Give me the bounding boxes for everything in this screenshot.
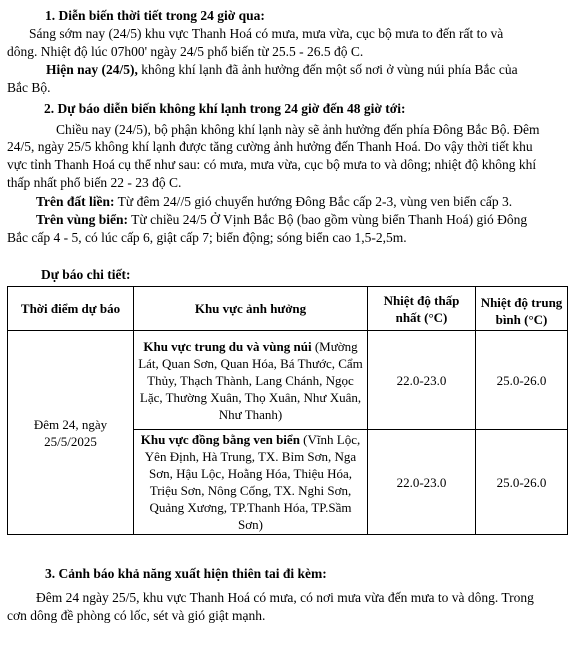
detail-forecast-title: Dự báo chi tiết: [41, 267, 131, 282]
sea-text: Từ chiều 24/5 Ở Vịnh Bắc Bộ (bao gồm vùng biển Thanh Hoá) gió Đông [128, 212, 528, 227]
min-temp-coastal: 22.0-23.0 [368, 430, 476, 535]
area-cell-coastal [134, 430, 368, 535]
section2-para1-line1: Chiều nay (24/5), bộ phận không khí lạnh này sẽ ảnh hưởng đến phía Đông Bắc Bộ. Đêm [56, 122, 540, 137]
section1-para2-line1 [46, 61, 518, 78]
section3-heading: 3. Cảnh báo khả năng xuất hiện thiên tai đi kèm: [45, 566, 327, 581]
section2-heading: 2. Dự báo diễn biến không khí lạnh trong 24 giờ đến 48 giờ tới: [44, 101, 406, 116]
section2-para1-line2: 24/5, ngày 25/5 không khí lạnh được tăng cường ảnh hưởng đến Thanh Hoá. Do vậy thời tiết khu [7, 139, 533, 154]
section1-para2-line2: Bắc Bộ. [7, 80, 51, 95]
forecast-time-cell: Đêm 24, ngày 25/5/2025 [8, 331, 134, 535]
section1-heading: 1. Diễn biến thời tiết trong 24 giờ qua: [45, 8, 265, 23]
header-avg-temp [476, 287, 568, 331]
section1-para2-text: không khí lạnh đã ảnh hưởng đến một số nơi ở vùng núi phía Bắc của [137, 62, 518, 77]
area-midland-title: Khu vực trung du và vùng núi [143, 338, 312, 354]
section2-sea-line2: Bắc cấp 4 - 5, có lúc cấp 6, giật cấp 7; biển động; sóng biển cao 1,5-2,5m. [7, 230, 407, 245]
section2-para1-line3: vực tỉnh Thanh Hoá cụ thể như sau: có mưa, mưa vừa, cục bộ mưa to và dông; nhiệt độ không khí [7, 157, 537, 172]
sea-label: Trên vùng biển: [36, 212, 129, 227]
land-label: Trên đất liền: [36, 194, 115, 209]
area-midland-list: (Mường Lát, Quan Sơn, Quan Hóa, Bá Thước, Cẩm Thủy, Thạch Thành, Lang Chánh, Ngọc Lặc, Thường Xuân, Thọ Xuân, Như Xuân, Như Thanh) [138, 338, 363, 422]
header-area: Khu vực ảnh hưởng [134, 287, 368, 331]
land-text: Từ đêm 24//5 gió chuyển hướng Đông Bắc cấp 2-3, vùng ven biển cấp 3. [114, 194, 513, 209]
section3-line2: cơn dông đề phòng có lốc, sét và gió giật mạnh. [7, 608, 266, 623]
area-cell-midland [134, 331, 368, 430]
section2-para1-line4: thấp nhất phổ biến 22 - 23 độ C. [7, 175, 182, 190]
area-coastal-list: (Vĩnh Lộc, Yên Định, Hà Trung, TX. Bỉm Sơn, Nga Sơn, Hậu Lộc, Hoằng Hóa, Thiệu Hóa, Triệu Sơn, Nông Cống, TX. Nghi Sơn, Quảng Xương, TP.Thanh Hóa, TP.Sầm Sơn) [144, 432, 361, 532]
section2-sea-line1 [36, 211, 527, 228]
area-coastal-title: Khu vực đồng bằng ven biển [140, 432, 300, 447]
section1-para1-line2: dông. Nhiệt độ lúc 07h00' ngày 24/5 phổ biến từ 25.5 - 26.5 độ C. [7, 44, 364, 59]
table-header-row [8, 287, 568, 331]
section3-line1: Đêm 24 ngày 25/5, khu vực Thanh Hoá có mưa, có nơi mưa vừa đến mưa to và dông. Trong [36, 590, 534, 605]
header-avg-temp-text: Nhiệt độ trung bình (°C) [480, 294, 563, 327]
header-min-temp: Nhiệt độ thấp nhất (°C) [368, 287, 476, 331]
avg-temp-coastal: 25.0-26.0 [476, 430, 568, 535]
min-temp-midland: 22.0-23.0 [368, 331, 476, 430]
header-time: Thời điểm dự báo [8, 287, 134, 331]
table-row [8, 331, 568, 430]
section1-para1-line1: Sáng sớm nay (24/5) khu vực Thanh Hoá có mưa, mưa vừa, cục bộ mưa to đến rất to và [29, 26, 504, 41]
avg-temp-midland: 25.0-26.0 [476, 331, 568, 430]
section2-land-line [36, 193, 512, 210]
forecast-table [7, 286, 568, 535]
section1-para2-bold: Hiện nay (24/5), [46, 62, 138, 77]
